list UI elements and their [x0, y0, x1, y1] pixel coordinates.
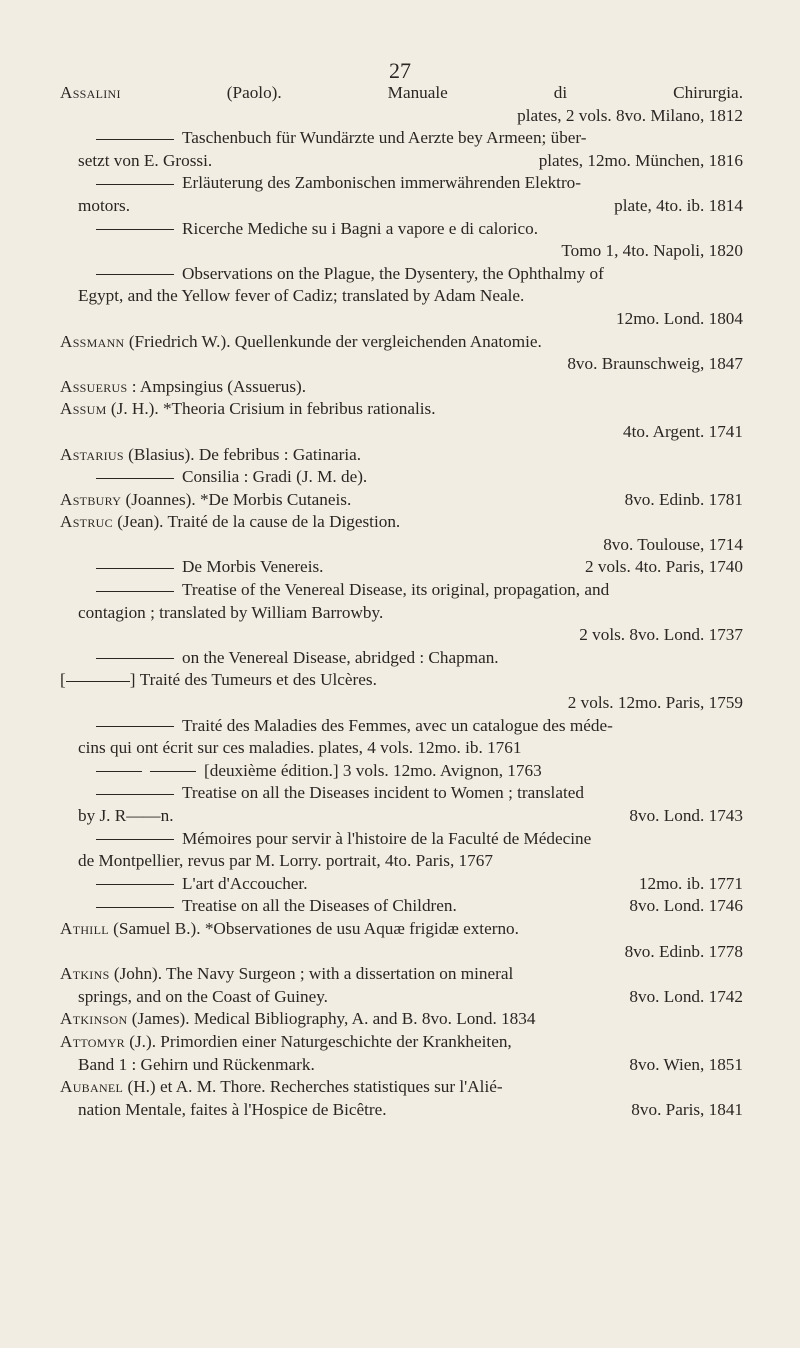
entry-line [60, 556, 743, 579]
entry-line [60, 331, 743, 354]
entry-line [60, 82, 743, 105]
entry-line [60, 1099, 743, 1122]
imprint-text: 12mo. Lond. 1804 [616, 308, 743, 328]
entry-line [60, 1031, 743, 1054]
entry-text: nation Mentale, faites à l'Hospice de Bicêtre. [78, 1099, 387, 1119]
imprint-text: 2 vols. 8vo. Lond. 1737 [579, 625, 743, 645]
imprint-text: plate, 4to. ib. 1814 [614, 195, 743, 215]
entry-line [60, 1008, 743, 1031]
bracket-close: ] [129, 670, 140, 690]
author-heading: Atkinson [60, 1009, 128, 1029]
entry-text: de Montpellier, revus par M. Lorry. portrait, 4to. Paris, 1767 [78, 851, 493, 871]
entry-text: Band 1 : Gehirn und Rückenmark. [78, 1054, 315, 1074]
entry-text: (Blasius). De febribus : Gatinaria. [123, 444, 362, 464]
entry-text: [deuxième édition.] 3 vols. 12mo. Avignon, 1763 [204, 760, 542, 780]
entry-line [60, 421, 743, 444]
entry-line [60, 828, 743, 851]
entry-line [60, 647, 743, 670]
entry-line [60, 760, 743, 783]
entry-line [60, 737, 743, 760]
entry-text: Treatise on all the Diseases incident to Women ; translated [182, 783, 584, 803]
entry-line [60, 1076, 743, 1099]
entry-line [60, 263, 743, 286]
entry-text: L'art d'Accoucher. [182, 873, 308, 893]
ditto-dash [96, 478, 174, 479]
entry-text: Traité des Maladies des Femmes, avec un catalogue des méde- [182, 715, 613, 735]
imprint-text: 2 vols. 4to. Paris, 1740 [584, 557, 743, 577]
imprint-text: 8vo. Lond. 1746 [629, 896, 743, 916]
entry-line [60, 398, 743, 421]
imprint-text: 4to. Argent. 1741 [623, 421, 743, 441]
imprint-text: plates, 12mo. München, 1816 [538, 150, 743, 170]
bibliography-entries [60, 82, 743, 1121]
imprint-text: 8vo. Edinb. 1781 [624, 489, 743, 509]
entry-text: Egypt, and the Yellow fever of Cadiz; translated by Adam Neale. [78, 286, 525, 306]
entry-line [60, 534, 743, 557]
entry-text: Observations on the Plague, the Dysentery, the Ophthalmy of [182, 263, 604, 283]
entry-line [60, 240, 743, 263]
entry-line [60, 489, 743, 512]
entry-text: Erläuterung des Zambonischen immerwährenden Elektro- [182, 173, 581, 193]
entry-line [60, 918, 743, 941]
entry-text: (John). The Navy Surgeon ; with a dissertation on mineral [109, 964, 514, 984]
author-heading: Astbury [60, 489, 122, 509]
author-heading: Assuerus [60, 376, 128, 396]
author-heading: Astarius [60, 444, 124, 464]
ditto-dash [96, 139, 174, 140]
ditto-dash [96, 229, 174, 230]
entry-text: (Friedrich W.). Quellenkunde der vergleichenden Anatomie. [124, 331, 542, 351]
entry-text: Treatise of the Venereal Disease, its original, propagation, and [182, 580, 610, 600]
entry-text: contagion ; translated by William Barrowby. [78, 602, 384, 622]
entry-text: (Paolo). Manuale di Chirurgia. [120, 83, 743, 102]
author-heading: Atkins [60, 964, 110, 984]
page-number: 27 [389, 58, 411, 83]
ditto-dash [96, 884, 174, 885]
entry-line [60, 805, 743, 828]
imprint-text: 8vo. Paris, 1841 [631, 1099, 743, 1119]
entry-line [60, 105, 743, 128]
ditto-dash [96, 726, 174, 727]
entry-text: Ricerche Mediche su i Bagni a vapore e di calorico. [182, 218, 539, 238]
entry-line [60, 692, 743, 715]
ditto-dash [96, 568, 174, 569]
ditto-dash [66, 681, 130, 682]
entry-text: by J. R——n. [78, 806, 174, 825]
author-heading: Assalini [60, 83, 121, 102]
ditto-dash [96, 658, 174, 659]
imprint-text: 8vo. Edinb. 1778 [624, 941, 743, 961]
entry-text: Taschenbuch für Wundärzte und Aerzte bey Armeen; über- [182, 128, 587, 148]
entry-text: (Samuel B.). *Observationes de usu Aquæ frigidæ externo. [108, 918, 519, 938]
entry-text: (J. H.). *Theoria Crisium in febribus rationalis. [106, 399, 436, 419]
ditto-dash [96, 274, 174, 275]
entry-line [60, 782, 743, 805]
imprint-text: 8vo. Lond. 1743 [629, 806, 743, 825]
entry-line [60, 444, 743, 467]
ditto-dash [150, 771, 196, 772]
entry-text: (J.). Primordien einer Naturgeschichte der Krankheiten, [124, 1031, 512, 1051]
entry-text: (Joannes). *De Morbis Cutaneis. [121, 489, 352, 509]
imprint-text: 8vo. Toulouse, 1714 [603, 534, 743, 554]
entry-line [60, 963, 743, 986]
imprint-text: 8vo. Wien, 1851 [629, 1054, 743, 1074]
entry-line [60, 715, 743, 738]
entry-line [60, 353, 743, 376]
entry-text: Treatise on all the Diseases of Children. [182, 896, 457, 916]
author-heading: Attomyr [60, 1031, 125, 1051]
entry-text: motors. [78, 195, 131, 215]
entry-line [60, 941, 743, 964]
entry-line [60, 218, 743, 241]
entry-text: Consilia : Gradi (J. M. de). [182, 467, 368, 487]
ditto-dash [96, 591, 174, 592]
author-heading: Assum [60, 399, 107, 419]
ditto-dash [96, 184, 174, 185]
entry-line [60, 195, 743, 218]
author-heading: Athill [60, 918, 109, 938]
entry-text: : Ampsingius (Assuerus). [127, 376, 307, 396]
entry-line [60, 624, 743, 647]
author-heading: Astruc [60, 512, 113, 532]
entry-line [60, 986, 743, 1009]
entry-line [60, 669, 743, 692]
imprint-text: 8vo. Lond. 1742 [629, 986, 743, 1006]
entry-line [60, 579, 743, 602]
entry-text: (James). Medical Bibliography, A. and B. 8vo. Lond. 1834 [127, 1009, 536, 1029]
imprint-text: 8vo. Braunschweig, 1847 [567, 354, 743, 374]
entry-line [60, 466, 743, 489]
ditto-dash [96, 794, 174, 795]
entry-line [60, 850, 743, 873]
entry-text: (Jean). Traité de la cause de la Digestion. [112, 512, 401, 532]
imprint-text: 2 vols. 12mo. Paris, 1759 [567, 693, 743, 713]
bracket-open: [ [60, 670, 66, 690]
entry-line [60, 1054, 743, 1077]
imprint-text: Tomo 1, 4to. Napoli, 1820 [561, 241, 743, 261]
imprint-text: 12mo. ib. 1771 [638, 873, 743, 893]
author-heading: Aubanel [60, 1077, 124, 1097]
entry-text: Traité des Tumeurs et des Ulcères. [139, 670, 377, 690]
entry-line [60, 127, 743, 150]
entry-text: springs, and on the Coast of Guiney. [78, 986, 328, 1006]
entry-text: on the Venereal Disease, abridged : Chapman. [182, 647, 499, 667]
entry-text: (H.) et A. M. Thore. Recherches statistiques sur l'Alié- [123, 1077, 503, 1097]
entry-line [60, 172, 743, 195]
author-heading: Assmann [60, 331, 125, 351]
entry-text: cins qui ont écrit sur ces maladies. plates, 4 vols. 12mo. ib. 1761 [78, 738, 522, 758]
ditto-dash [96, 771, 142, 772]
entry-line [60, 895, 743, 918]
entry-line [60, 511, 743, 534]
ditto-dash [96, 839, 174, 840]
entry-line [60, 602, 743, 625]
entry-line [60, 376, 743, 399]
entry-text: setzt von E. Grossi. [78, 150, 213, 170]
entry-line [60, 285, 743, 308]
ditto-dash [96, 907, 174, 908]
imprint-text: plates, 2 vols. 8vo. Milano, 1812 [517, 105, 743, 125]
entry-line [60, 308, 743, 331]
entry-text: Mémoires pour servir à l'histoire de la Faculté de Médecine [182, 828, 592, 848]
entry-line [60, 150, 743, 173]
entry-text: De Morbis Venereis. [182, 557, 324, 577]
entry-line [60, 873, 743, 896]
